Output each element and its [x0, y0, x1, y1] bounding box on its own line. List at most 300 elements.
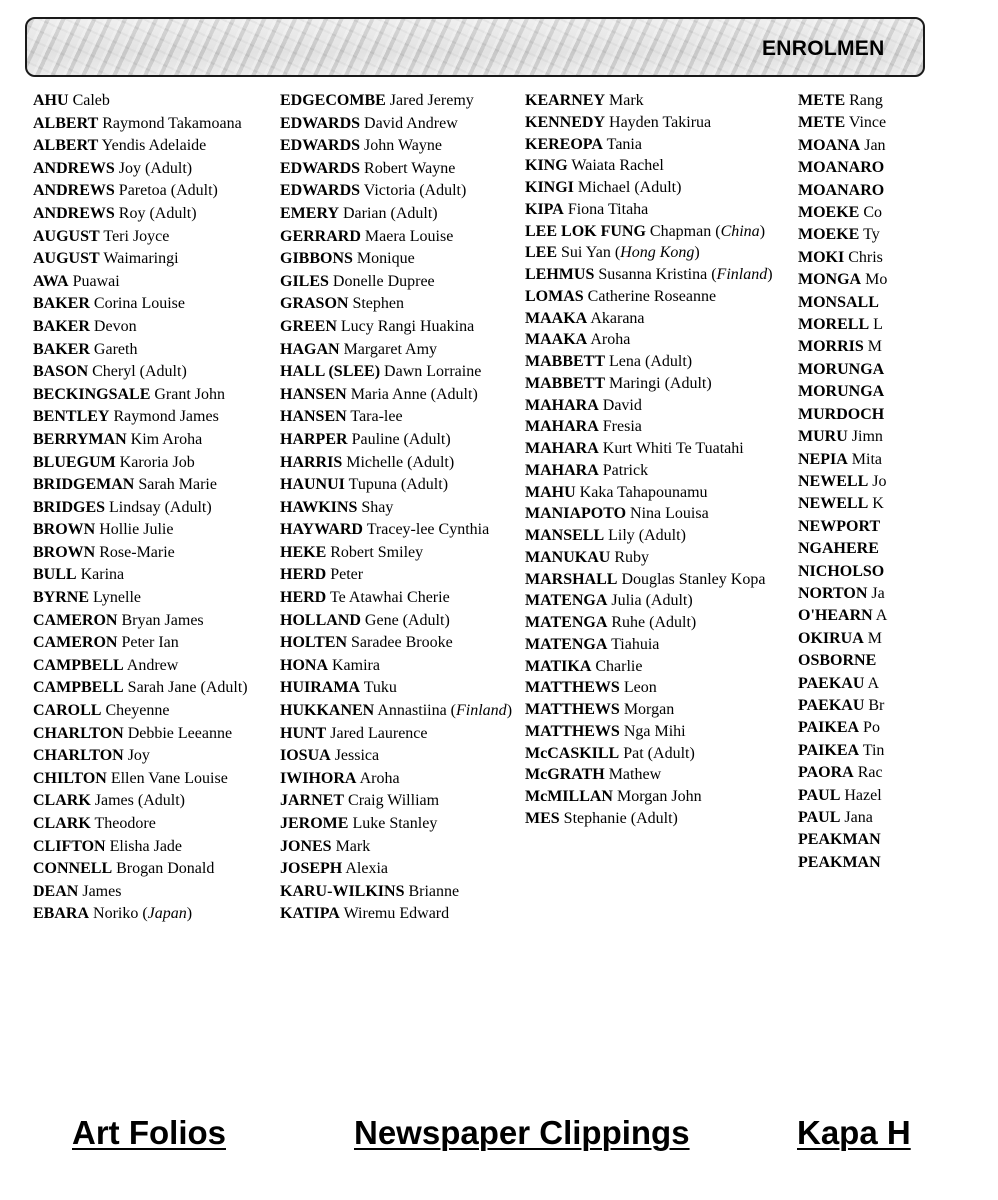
- given-names: Bryan James: [121, 611, 204, 629]
- given-names: Waiata Rachel: [571, 157, 664, 175]
- given-names: Monique: [356, 250, 415, 268]
- name-entry: [525, 90, 795, 112]
- surname: MURU: [798, 428, 848, 446]
- surname: MATTHEWS: [525, 722, 620, 740]
- given-names: David: [602, 396, 642, 414]
- name-entry: [33, 384, 273, 407]
- given-names: Mita: [851, 450, 882, 468]
- given-names: Tuku: [363, 679, 397, 697]
- closing-paren: ): [694, 244, 700, 262]
- surname: PEAKMAN: [798, 853, 881, 871]
- surname: McGRATH: [525, 766, 605, 784]
- surname: CLARK: [33, 815, 91, 832]
- country-of-origin: Japan: [147, 905, 187, 923]
- given-names: Hollie Julie: [99, 521, 174, 539]
- surname: BECKINGSALE: [33, 385, 151, 403]
- surname: CHARLTON: [33, 724, 124, 742]
- name-entry: [525, 721, 795, 743]
- name-entry: [525, 569, 795, 591]
- surname: NORTON: [798, 584, 868, 602]
- surname: NICHOLSO: [798, 562, 885, 580]
- given-names: James: [82, 882, 122, 900]
- surname: NEPIA: [798, 450, 848, 468]
- given-names: Joy (Adult): [118, 159, 193, 177]
- name-column-4: [798, 90, 998, 874]
- surname: HARPER: [280, 430, 348, 448]
- surname: MOKI: [798, 248, 845, 266]
- heading-kapa-haka[interactable]: Kapa H: [797, 1114, 911, 1151]
- name-entry: [798, 516, 998, 538]
- name-entry: [798, 717, 998, 739]
- surname: PAEKAU: [798, 674, 865, 692]
- given-names: Gareth: [93, 340, 138, 358]
- surname: HUIRAMA: [280, 679, 360, 697]
- name-entry: [280, 293, 520, 316]
- name-entry: [33, 903, 273, 926]
- name-entry: [798, 404, 998, 426]
- surname: JARNET: [280, 792, 345, 810]
- given-names: Tiahuia: [611, 635, 660, 653]
- surname: MAHARA: [525, 440, 599, 457]
- name-entry: [525, 351, 795, 373]
- name-entry: [280, 677, 520, 700]
- given-names: Charlie: [595, 657, 643, 675]
- given-names: Brogan Donald: [116, 860, 215, 878]
- given-names: Leon: [623, 679, 657, 697]
- surname: MOANARO: [798, 181, 885, 199]
- given-names: Lindsay (Adult): [109, 498, 212, 516]
- surname: MAHU: [525, 483, 576, 501]
- given-names: Kurt Whiti Te Tuatahi: [602, 440, 744, 457]
- name-entry: [33, 429, 273, 452]
- given-names: Po: [863, 719, 880, 737]
- surname: CLARK: [33, 792, 91, 810]
- given-names: Catherine Roseanne: [587, 287, 717, 305]
- name-entry: [33, 293, 273, 316]
- name-entry: [280, 113, 520, 136]
- country-of-origin: Hong Kong: [620, 244, 695, 262]
- surname: HANSEN: [280, 385, 347, 403]
- name-entry: [798, 202, 998, 224]
- given-names: Robert Smiley: [330, 543, 424, 561]
- surname: BYRNE: [33, 589, 90, 607]
- given-names: Tania: [606, 135, 642, 153]
- name-entry: [280, 203, 520, 226]
- name-entry: [525, 329, 795, 351]
- name-entry: [280, 135, 520, 158]
- name-entry: [280, 226, 520, 249]
- surname: BRIDGES: [33, 498, 106, 516]
- name-entry: [280, 858, 520, 881]
- surname: McMILLAN: [525, 788, 613, 805]
- name-entry: [33, 135, 273, 158]
- surname: MONSALL: [798, 293, 879, 311]
- name-entry: [33, 610, 273, 633]
- name-entry: [33, 677, 273, 700]
- name-column-1: [33, 90, 273, 926]
- name-entry: [280, 700, 520, 723]
- surname: NGAHERE: [798, 540, 879, 558]
- given-names: Jessica: [334, 747, 380, 765]
- surname: MANSELL: [525, 527, 605, 544]
- surname: MATENGA: [525, 635, 608, 653]
- surname: MES: [525, 809, 560, 827]
- given-names: John Wayne: [364, 137, 442, 155]
- name-entry: [525, 395, 795, 417]
- heading-newspaper-clippings[interactable]: Newspaper Clippings: [354, 1114, 690, 1151]
- name-entry: [33, 226, 273, 249]
- name-entry: [525, 743, 795, 765]
- name-entry: [525, 308, 795, 330]
- surname: MARSHALL: [525, 570, 618, 588]
- given-names: Kaka Tahapounamu: [579, 483, 708, 501]
- surname: MANIAPOTO: [525, 505, 627, 523]
- given-names: Jimn: [851, 428, 883, 446]
- name-entry: [33, 700, 273, 723]
- surname: EBARA: [33, 905, 90, 923]
- surname: IOSUA: [280, 747, 331, 765]
- surname: NEWELL: [798, 472, 869, 490]
- given-names: Yendis Adelaide: [101, 137, 207, 155]
- surname: CHARLTON: [33, 747, 124, 765]
- surname: PAUL: [798, 809, 841, 826]
- name-entry: [525, 134, 795, 156]
- given-names: Donelle Dupree: [332, 272, 435, 290]
- surname: MATTHEWS: [525, 679, 620, 697]
- name-entry: [33, 113, 273, 136]
- name-entry: [525, 199, 795, 221]
- surname: HAWKINS: [280, 498, 358, 516]
- given-names: Nina Louisa: [630, 505, 709, 523]
- surname: HUNT: [280, 724, 327, 742]
- name-entry: [33, 655, 273, 678]
- given-names: Jo: [872, 472, 887, 490]
- surname: IWIHORA: [280, 769, 357, 787]
- name-entry: [798, 785, 998, 807]
- given-names: Pat (Adult): [623, 744, 695, 762]
- surname: GRASON: [280, 295, 349, 313]
- given-names: Mathew: [608, 766, 662, 784]
- given-names: Tara-lee: [350, 408, 403, 426]
- surname: MOEKE: [798, 204, 860, 222]
- name-entry: [280, 497, 520, 520]
- given-names: Michael (Adult): [577, 179, 682, 196]
- surname: HONA: [280, 656, 328, 674]
- given-names: Shay: [361, 498, 394, 516]
- surname: EDWARDS: [280, 182, 361, 200]
- surname: MANUKAU: [525, 548, 611, 566]
- surname: EDWARDS: [280, 137, 361, 155]
- name-entry: [525, 656, 795, 678]
- given-names: Kamira: [332, 656, 380, 674]
- surname: DEAN: [33, 882, 79, 900]
- name-entry: [798, 561, 998, 583]
- given-names: Wiremu Edward: [343, 905, 450, 923]
- given-names: Mo: [865, 271, 888, 289]
- given-names: Te Atawhai Cherie: [329, 589, 450, 607]
- name-entry: [525, 416, 795, 438]
- name-entry: [525, 503, 795, 525]
- surname: METE: [798, 92, 846, 109]
- surname: MORRIS: [798, 338, 864, 356]
- name-entry: [798, 247, 998, 269]
- surname: HOLLAND: [280, 611, 361, 629]
- name-entry: [798, 628, 998, 650]
- surname: PAIKEA: [798, 719, 860, 737]
- given-names: Br: [868, 696, 885, 714]
- given-names: Andrew: [126, 656, 179, 674]
- closing-paren: ): [767, 266, 773, 283]
- surname: HAUNUI: [280, 476, 345, 494]
- given-names: Darian (Adult): [343, 204, 438, 222]
- given-names: Puawai: [72, 272, 120, 290]
- name-entry: [280, 248, 520, 271]
- given-names: Saradee Brooke: [351, 634, 453, 652]
- surname: KARU-WILKINS: [280, 882, 405, 900]
- surname: BLUEGUM: [33, 453, 116, 471]
- surname: MOANARO: [798, 159, 885, 177]
- given-names: Lucy Rangi Huakina: [340, 317, 475, 335]
- surname: BERRYMAN: [33, 430, 127, 448]
- name-entry: [525, 286, 795, 308]
- given-names: Fiona Titaha: [567, 200, 649, 218]
- surname: JOSEPH: [280, 860, 343, 878]
- surname: PEAKMAN: [798, 831, 881, 849]
- given-names: Tracey-lee Cynthia: [366, 521, 490, 539]
- given-names: David Andrew: [364, 114, 458, 132]
- surname: MAHARA: [525, 418, 599, 436]
- name-entry: [33, 90, 273, 113]
- surname: CAMERON: [33, 611, 118, 629]
- given-names: Tupuna (Adult): [348, 476, 449, 494]
- given-names: Julia (Adult): [611, 592, 693, 610]
- given-names: Sarah Jane (Adult): [127, 679, 248, 697]
- name-entry: [798, 336, 998, 358]
- name-entry: [798, 90, 998, 112]
- surname: HALL (SLEE): [280, 363, 381, 381]
- name-entry: [798, 829, 998, 851]
- surname: BRIDGEMAN: [33, 476, 135, 494]
- surname: BAKER: [33, 340, 90, 358]
- name-entry: [525, 264, 795, 286]
- name-entry: [33, 790, 273, 813]
- surname: MORUNGA: [798, 360, 885, 378]
- surname: CAROLL: [33, 702, 102, 720]
- given-names: Jared Laurence: [330, 724, 428, 742]
- surname: NEWELL: [798, 495, 869, 513]
- given-names: Pauline (Adult): [351, 430, 451, 448]
- surname: MAAKA: [525, 331, 588, 349]
- surname: HARRIS: [280, 453, 343, 471]
- enrolment-banner: [25, 17, 925, 77]
- given-names: Rac: [857, 764, 883, 782]
- name-entry: [33, 474, 273, 497]
- name-entry: [798, 359, 998, 381]
- given-names: Ja: [871, 584, 885, 602]
- given-names: Corina Louise: [93, 295, 185, 313]
- given-names: Patrick: [602, 461, 649, 479]
- surname: MABBETT: [525, 374, 606, 392]
- surname: KEARNEY: [525, 92, 606, 109]
- surname: BAKER: [33, 317, 90, 335]
- surname: AHU: [33, 92, 69, 109]
- given-names: Peter Ian: [121, 634, 179, 652]
- surname: METE: [798, 114, 846, 132]
- given-names: Raymond Takamoana: [102, 114, 242, 132]
- heading-art-folios[interactable]: Art Folios: [72, 1114, 226, 1151]
- country-of-origin: China: [720, 222, 760, 240]
- name-entry: [798, 493, 998, 515]
- surname: ANDREWS: [33, 159, 115, 177]
- surname: HUKKANEN: [280, 702, 375, 720]
- name-entry: [33, 271, 273, 294]
- surname: BASON: [33, 363, 89, 381]
- surname: PAORA: [798, 764, 854, 782]
- name-entry: [525, 677, 795, 699]
- given-names: Ruby: [614, 548, 649, 566]
- name-entry: [280, 723, 520, 746]
- given-names: Aroha: [359, 769, 400, 787]
- given-names: Karina: [80, 566, 125, 584]
- country-of-origin: Finland: [716, 266, 768, 283]
- surname: ALBERT: [33, 114, 99, 132]
- surname: HOLTEN: [280, 634, 347, 652]
- name-entry: [525, 634, 795, 656]
- name-entry: [798, 269, 998, 291]
- name-entry: [525, 590, 795, 612]
- name-entry: [798, 807, 998, 829]
- name-entry: [798, 852, 998, 874]
- given-names: Luke Stanley: [352, 815, 438, 832]
- name-entry: [798, 650, 998, 672]
- given-names: Rang: [849, 92, 883, 109]
- given-names: Hayden Takirua: [609, 113, 712, 131]
- name-entry: [798, 426, 998, 448]
- given-names: Victoria (Adult): [363, 182, 467, 200]
- given-names: Maera Louise: [364, 227, 454, 245]
- name-entry: [798, 673, 998, 695]
- surname: CONNELL: [33, 860, 113, 878]
- surname: MONGA: [798, 271, 862, 289]
- surname: HANSEN: [280, 408, 347, 426]
- surname: HAYWARD: [280, 521, 363, 539]
- given-names: Fresia: [602, 418, 642, 436]
- name-entry: [280, 655, 520, 678]
- surname: MAHARA: [525, 396, 599, 414]
- surname: KENNEDY: [525, 113, 606, 131]
- name-entry: [525, 525, 795, 547]
- surname: MATENGA: [525, 592, 608, 610]
- given-names: Lynelle: [93, 589, 141, 607]
- given-names: Peter: [330, 566, 364, 584]
- given-names: Brianne: [408, 882, 460, 900]
- given-names: Vince: [848, 114, 887, 132]
- given-names: Debbie Leeanne: [127, 724, 233, 742]
- surname: JONES: [280, 837, 332, 855]
- name-entry: [798, 695, 998, 717]
- name-entry: [33, 745, 273, 768]
- name-entry: [280, 745, 520, 768]
- surname: MURDOCH: [798, 405, 885, 423]
- name-entry: [33, 519, 273, 542]
- name-entry: [280, 361, 520, 384]
- surname: ALBERT: [33, 137, 99, 155]
- given-names: Teri Joyce: [103, 227, 170, 245]
- given-names: Devon: [93, 317, 137, 335]
- given-names: Jana: [844, 809, 873, 826]
- name-entry: [525, 242, 795, 264]
- name-entry: [33, 587, 273, 610]
- given-names: Nga Mihi: [623, 722, 686, 740]
- given-names: Lena (Adult): [609, 353, 693, 370]
- name-entry: [525, 438, 795, 460]
- surname: MAHARA: [525, 461, 599, 479]
- given-names: Joy: [127, 747, 150, 765]
- given-names: Stephen: [352, 295, 404, 313]
- given-names: M: [867, 629, 883, 647]
- surname: MORELL: [798, 316, 870, 334]
- surname: LEHMUS: [525, 266, 595, 283]
- surname: MATIKA: [525, 657, 592, 675]
- surname: HEKE: [280, 543, 327, 561]
- name-entry: [280, 836, 520, 859]
- name-entry: [280, 790, 520, 813]
- name-entry: [525, 177, 795, 199]
- given-names: M: [867, 338, 883, 356]
- given-names: Margaret Amy: [343, 340, 438, 358]
- country-of-origin: Finland: [456, 702, 507, 720]
- name-entry: [280, 610, 520, 633]
- name-entry: [525, 808, 795, 830]
- given-names: Mark: [335, 837, 371, 855]
- name-entry: [280, 519, 520, 542]
- given-names: Waimaringi: [103, 250, 179, 268]
- name-entry: [525, 112, 795, 134]
- name-entry: [798, 135, 998, 157]
- name-entry: [280, 587, 520, 610]
- surname: MORUNGA: [798, 383, 885, 401]
- name-entry: [798, 762, 998, 784]
- given-names: Jared Jeremy: [389, 92, 474, 109]
- name-entry: [798, 157, 998, 179]
- surname: LEE LOK FUNG: [525, 222, 646, 240]
- name-entry: [33, 542, 273, 565]
- given-names: Karoria Job: [119, 453, 195, 471]
- given-names: Michelle (Adult): [346, 453, 455, 471]
- name-entry: [798, 605, 998, 627]
- surname: HERD: [280, 566, 327, 584]
- surname: MATENGA: [525, 614, 608, 631]
- name-entry: [280, 180, 520, 203]
- surname: OSBORNE: [798, 652, 877, 670]
- surname: HAGAN: [280, 340, 340, 358]
- name-entry: [33, 768, 273, 791]
- name-entry: [280, 768, 520, 791]
- given-names: Elisha Jade: [109, 837, 183, 855]
- closing-paren: ): [186, 905, 193, 923]
- name-entry: [280, 881, 520, 904]
- given-names: Chapman (: [649, 222, 721, 240]
- name-entry: [280, 542, 520, 565]
- given-names: Noriko (: [93, 905, 148, 923]
- name-entry: [33, 564, 273, 587]
- given-names: Ruhe (Adult): [611, 614, 697, 631]
- given-names: Dawn Lorraine: [384, 363, 482, 381]
- name-entry: [280, 406, 520, 429]
- given-names: Paretoa (Adult): [118, 182, 218, 200]
- closing-paren: ): [759, 222, 766, 240]
- surname: EDWARDS: [280, 114, 361, 132]
